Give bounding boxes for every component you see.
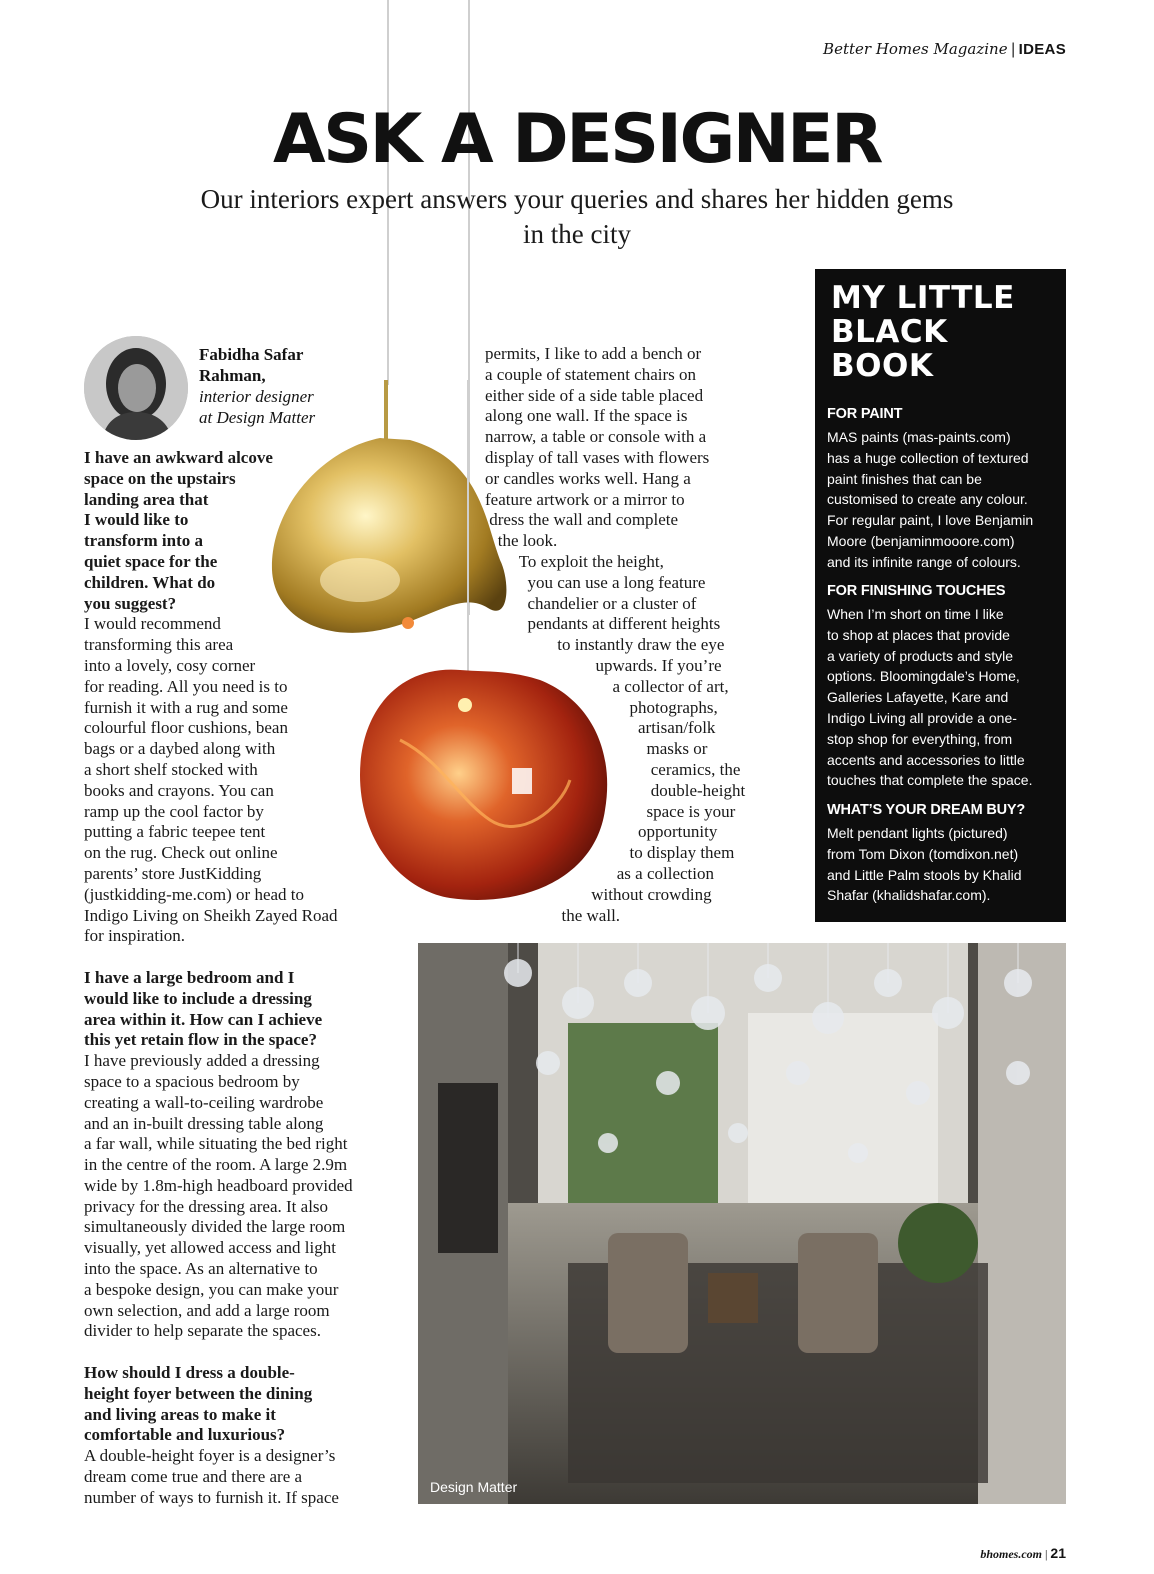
little-black-book-sidebar bbox=[815, 269, 1066, 922]
page-footer bbox=[980, 1545, 1066, 1562]
question-2: I have a large bedroom and I would like to include a dressing area within it. How can I achieve this yet retain flow in the space? bbox=[84, 967, 323, 1050]
section-label: IDEAS bbox=[1018, 41, 1066, 58]
page-title: ASK A DESIGNER bbox=[273, 100, 881, 179]
page-subtitle: Our interiors expert answers your queries and shares her hidden gems in the city bbox=[200, 184, 954, 249]
author-portrait bbox=[84, 336, 188, 440]
page-number: 21 bbox=[1050, 1545, 1066, 1561]
sidebar-title: MY LITTLE BLACK BOOK bbox=[831, 280, 1015, 384]
answer-2: I have previously added a dressing space to a spacious bedroom by creating a wall-to-ceiling wardrobe and an in-built dressing table along a far wall, while situating the bed right in the centre of the room. A large 2.9m wide by 1.8m-high headboard provided privacy for the dressing area. It also simultaneously divided the large room visually, yet allowed access and light into the space. As an alternative to a bespoke design, you can make your own selection, and add a large room divider to help separate the spaces. bbox=[84, 1051, 353, 1341]
magazine-header bbox=[823, 40, 1066, 58]
sidebar-heading-dream-buy: WHAT’S YOUR DREAM BUY? bbox=[827, 802, 1026, 818]
sidebar-body-finishing-touches: When I’m short on time I like to shop at places that provide a variety of products and style options. Bloomingdale’s Home, Galleries Lafayette, Kare and Indigo Living all provide a one- stop shop for everything, from accents and accessories to little touches that complete the space. bbox=[827, 606, 1033, 789]
sidebar-heading-paint: FOR PAINT bbox=[827, 406, 903, 422]
answer-3: A double-height foyer is a designer’s dream come true and there are a number of ways to furnish it. If space bbox=[84, 1446, 339, 1507]
footer-separator: | bbox=[1045, 1547, 1048, 1561]
question-3: How should I dress a double- height foyer between the dining and living areas to make it comfortable and luxurious? bbox=[84, 1363, 313, 1445]
article-column-2: permits, I like to add a bench or a couple of statement chairs on either side of a side table placed along one wall. If the space is narrow, a table or console with a display of tall vases with flowers or candles works well. Hang a feature artwork or a mirror to dress the wall and complete the look. To exploit the height, you can use a long feature chandelier or a cluster of pendants at different heights to instantly draw the eye upwards. If you’re a collector of art, photographs, artisan/folk masks or ceramics, the double-height space is your opportunity to display them as a collection without crowding the wall. bbox=[485, 344, 746, 925]
footer-site: bhomes.com bbox=[980, 1547, 1043, 1561]
sidebar-heading-finishing-touches: FOR FINISHING TOUCHES bbox=[827, 583, 1006, 599]
sidebar-body-dream-buy: Melt pendant lights (pictured) from Tom Dixon (tomdixon.net) and Little Palm stools by Khalid Shafar (khalidshafar.com). bbox=[827, 825, 1022, 904]
answer-1: I would recommend transforming this area into a lovely, cosy corner for reading. All you need is to furnish it with a rug and some colourful floor cushions, bean bags or a daybed along with a short shelf stocked with books and crayons. You can ramp up the cool factor by putting a fabric teepee tent on the rug. Check out online parents’ store JustKidding (justkidding-me.com) or head to Indigo Living on Sheikh Zayed Road for inspiration. bbox=[84, 614, 338, 946]
foyer-photo bbox=[418, 943, 1066, 1504]
header-separator: | bbox=[1010, 40, 1016, 58]
sidebar-body-paint: MAS paints (mas-paints.com) has a huge collection of textured paint finishes that can be customised to create any colour. For regular paint, I love Benjamin Moore (benjaminmooore.com) and its infinite range of colours. bbox=[827, 429, 1034, 570]
author-role: interior designer at Design Matter bbox=[199, 387, 316, 427]
article-column-1 bbox=[84, 448, 353, 1509]
question-1: I have an awkward alcove space on the upstairs landing area that I would like to transform into a quiet space for the children. What do you suggest? bbox=[84, 448, 273, 613]
photo-credit: Design Matter bbox=[430, 1479, 518, 1495]
author-name: Fabidha Safar Rahman, bbox=[199, 345, 304, 385]
magazine-name: Better Homes Magazine bbox=[823, 40, 1008, 58]
